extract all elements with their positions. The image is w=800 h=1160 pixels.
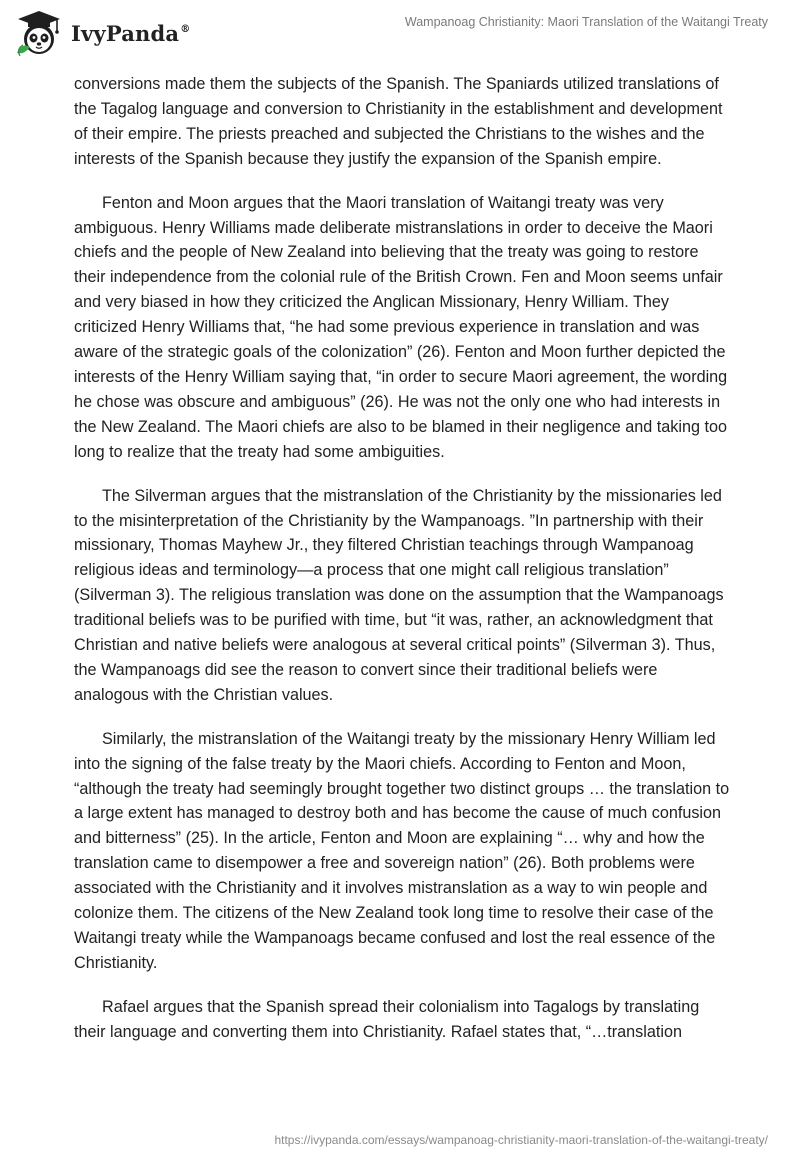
paragraph: The Silverman argues that the mistranslation of the Christianity by the missionaries led to the misinterpretation of the Christianity by the Wampanoags. ”In partnership with their missionary, Thomas Mayhew Jr., they filtered Christian teachings through Wampanoag religious ideas and terminology—a process that one might call religious translation” (Silverman 3). The religious translation was done on the assumption that the Wampanoags traditional beliefs was to be purified with time, but “it was, rather, an acknowledgment that Christian and native beliefs were analogous at several critical points” (Silverman 3). Thus, the Wampanoags did see the reason to convert since their traditional beliefs were analogous with the Christian values.: [74, 486, 724, 704]
source-url[interactable]: https://ivypanda.com/essays/wampanoag-christianity-maori-translation-of-the-waitangi-treaty/: [274, 1133, 768, 1147]
paragraph: conversions made them the subjects of the Spanish. The Spaniards utilized translations of the Tagalog language and conversion to Christianity in the establishment and development of their empire. The priests preached and subjected the Christians to the wishes and the interests of the Spanish because they justify the expansion of the Spanish empire.: [74, 75, 723, 168]
brand-text: IvyPanda: [71, 20, 180, 46]
paragraph: Similarly, the mistranslation of the Waitangi treaty by the missionary Henry William led into the signing of the false treaty by the Maori chiefs. According to Fenton and Moon, “although the treaty had seemingly brought together two distinct groups … the translation to a large extent has managed to destroy both and has become the cause of much confusion and bitterness” (25). In the article, Fenton and Moon are explaining “… why and how the translation came to disempower a free and sovereign nation” (26). Both problems were associated with the Christianity and it involves mistranslation as a way to win people and colonize them. The citizens of the New Zealand took long time to resolve their case of the Waitangi treaty while the Wampanoags became confused and lost the real essence of the Christianity.: [74, 729, 730, 972]
page-header: [0, 0, 800, 66]
ivypanda-logo[interactable]: [14, 9, 190, 57]
paragraph: Fenton and Moon argues that the Maori translation of Waitangi treaty was very ambiguous. Henry Williams made deliberate mistranslations in order to deceive the Maori chiefs and the people of New Zealand into believing that the treaty was going to restore their independence from the colonial rule of the British Crown. Fen and Moon seems unfair and very biased in how they criticized the Anglican Missionary, Henry William. They criticized Henry Williams that, “he had some previous experience in translation and was aware of the strategic goals of the colonization” (26). Fenton and Moon further depicted the interests of the Henry William saying that, “in order to secure Maori agreement, the wording he chose was obscure and ambiguous” (26). He was not the only one who had interests in the New Zealand. The Maori chiefs are also to be blamed in their negligence and taking too long to realize that the treaty had some ambiguities.: [74, 193, 728, 461]
panda-mascot-icon: [14, 9, 64, 57]
registered-mark: ®: [180, 23, 191, 35]
essay-body: [74, 72, 734, 1064]
paragraph: Rafael argues that the Spanish spread their colonialism into Tagalogs by translating their language and converting them into Christianity. Rafael states that, “…translation: [74, 997, 700, 1041]
document-title: Wampanoag Christianity: Maori Translation of the Waitangi Treaty: [404, 15, 768, 29]
brand-name: [71, 21, 190, 46]
